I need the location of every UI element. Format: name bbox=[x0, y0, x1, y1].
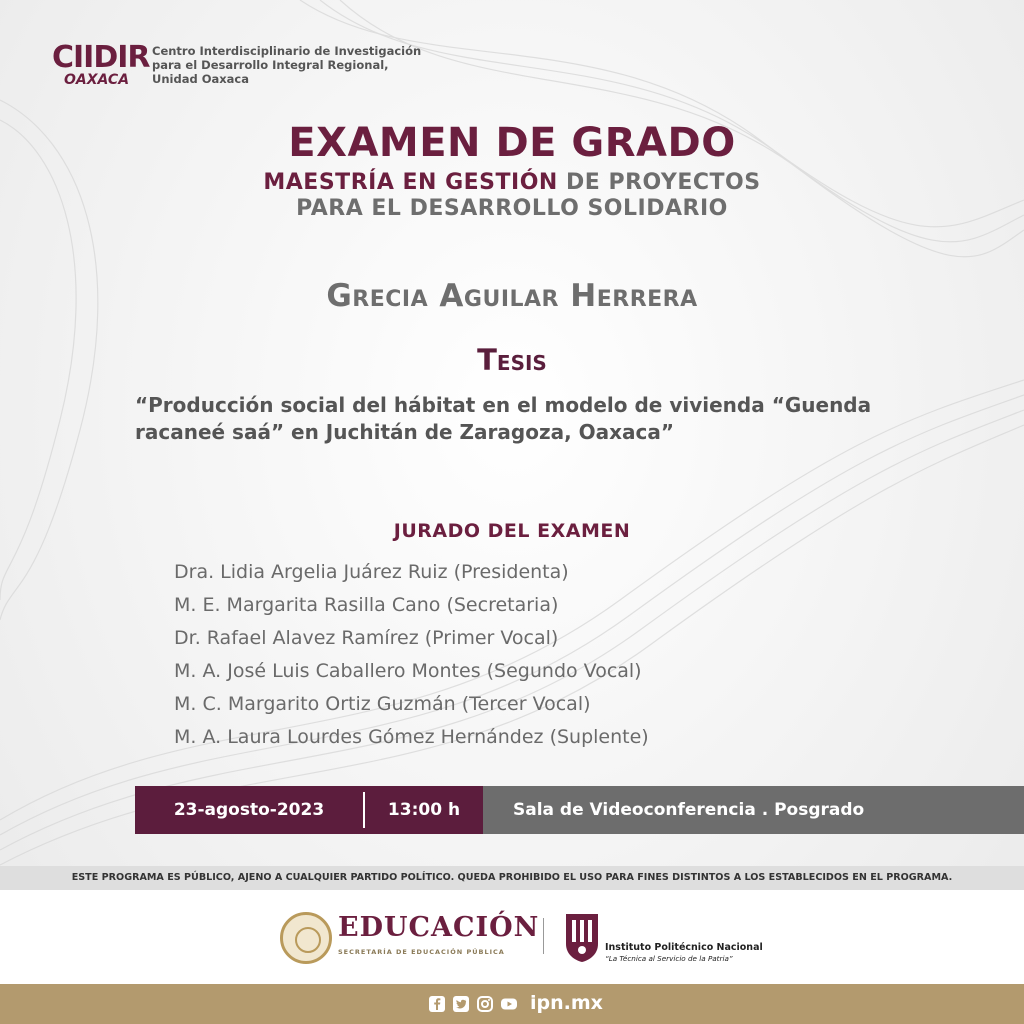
program-line-2: PARA EL DESARROLLO SOLIDARIO bbox=[296, 196, 728, 221]
jury-member: Dra. Lidia Argelia Juárez Ruiz (Presidenta) bbox=[174, 561, 569, 583]
jury-member: M. A. José Luis Caballero Montes (Segundo Vocal) bbox=[174, 660, 642, 682]
institution-name bbox=[152, 44, 432, 86]
logo-line-2: OAXACA bbox=[64, 72, 130, 88]
institution-line-3: Unidad Oaxaca bbox=[152, 72, 249, 86]
institution-line-1: Centro Interdisciplinario de Investigación bbox=[152, 44, 422, 58]
event-date-time-block bbox=[135, 786, 483, 834]
sep-subtitle: SECRETARÍA DE EDUCACIÓN PÚBLICA bbox=[338, 948, 505, 956]
twitter-icon[interactable] bbox=[452, 995, 470, 1013]
event-place: Sala de Videoconferencia . Posgrado bbox=[513, 800, 865, 820]
jury-heading: JURADO DEL EXAMEN bbox=[393, 520, 631, 542]
event-info-bar bbox=[135, 786, 1024, 834]
legal-notice-bar bbox=[0, 866, 1024, 890]
event-date: 23-agosto-2023 bbox=[173, 800, 325, 820]
footer-logos bbox=[0, 890, 1024, 984]
thesis-heading: Tesis bbox=[477, 343, 547, 377]
program-line-1 bbox=[0, 170, 1024, 195]
ipn-motto: “La Técnica al Servicio de la Patria” bbox=[605, 954, 733, 963]
ipn-logo-icon bbox=[562, 910, 602, 964]
candidate-name: Grecia Aguilar Herrera bbox=[326, 278, 698, 314]
jury-member: M. A. Laura Lourdes Gómez Hernández (Suplente) bbox=[174, 726, 649, 748]
logo-divider bbox=[543, 918, 544, 954]
facebook-icon[interactable] bbox=[428, 995, 446, 1013]
jury-list bbox=[174, 556, 894, 754]
logo-line-1: CIIDIR bbox=[52, 40, 150, 75]
program-highlight: MAESTRÍA EN GESTIÓN bbox=[263, 170, 558, 195]
thesis-title: “Producción social del hábitat en el modelo de vivienda “Guenda racaneé saá” en Juchitán de Zaragoza, Oaxaca” bbox=[135, 393, 872, 444]
website-link[interactable]: ipn.mx bbox=[530, 992, 603, 1014]
jury-member: M. C. Margarito Ortiz Guzmán (Tercer Vocal) bbox=[174, 693, 591, 715]
social-icons bbox=[428, 995, 518, 1013]
event-time: 13:00 h bbox=[387, 800, 461, 820]
institution-line-2: para el Desarrollo Integral Regional, bbox=[152, 58, 389, 72]
sep-logo-text: EDUCACIÓN bbox=[338, 912, 540, 943]
jury-member: Dr. Rafael Alavez Ramírez (Primer Vocal) bbox=[174, 627, 559, 649]
bottom-bar bbox=[0, 984, 1024, 1024]
program-rest: DE PROYECTOS bbox=[557, 170, 761, 195]
ipn-name: Instituto Politécnico Nacional bbox=[605, 942, 763, 953]
mexico-seal-icon bbox=[280, 912, 332, 964]
legal-notice: ESTE PROGRAMA ES PÚBLICO, AJENO A CUALQUIER PARTIDO POLÍTICO. QUEDA PROHIBIDO EL USO PARA FINES DISTINTOS A LOS ESTABLECIDOS EN EL PROGRAMA. bbox=[71, 872, 953, 883]
jury-member: M. E. Margarita Rasilla Cano (Secretaria) bbox=[174, 594, 559, 616]
ciidir-logo bbox=[52, 40, 150, 88]
instagram-icon[interactable] bbox=[476, 995, 494, 1013]
youtube-icon[interactable] bbox=[500, 995, 518, 1013]
exam-title: EXAMEN DE GRADO bbox=[288, 120, 736, 166]
